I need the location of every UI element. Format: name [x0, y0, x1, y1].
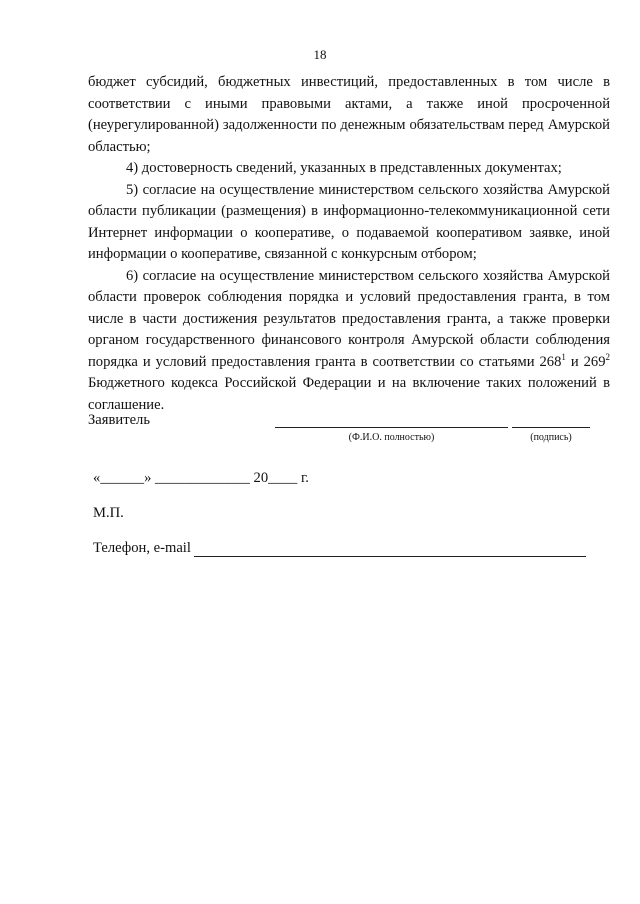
- paragraph-item-6-text-c: Бюджетного кодекса Российской Федерации и на включение таких положений в соглашение.: [88, 375, 610, 413]
- full-name-caption: (Ф.И.О. полностью): [348, 432, 435, 443]
- stamp-placeholder: М.П.: [93, 505, 124, 521]
- contact-label: Телефон, e-mail: [93, 540, 191, 556]
- full-name-line: [275, 427, 508, 428]
- date-line: «______» _____________ 20____ г.: [93, 470, 309, 486]
- paragraph-item-6-text-b: и 269: [565, 353, 606, 370]
- paragraph-item-5: 5) согласие на осуществление министерством сельского хозяйства Амурской области публикации (размещения) в информационно-телекоммуникационной сети Интернет информации о кооперативе, о подаваемой кооперативом заявке, иной информации о кооперативе, связанной с конкурсным отбором;: [88, 181, 610, 262]
- superscript-2: 2: [605, 351, 610, 362]
- page-number: 18: [313, 47, 327, 62]
- paragraph-item-4: 4) достоверность сведений, указанных в представленных документах;: [126, 160, 562, 176]
- paragraph-continuation: бюджет субсидий, бюджетных инвестиций, предоставленных в том числе в соответствии с иными правовыми актами, а также иной просроченной (неурегулированной) задолженности по денежным обязательствам перед Амурской областью;: [88, 74, 610, 155]
- paragraph-item-6-text-a: 6) согласие на осуществление министерством сельского хозяйства Амурской области проверок соблюдения порядка и условий предоставления гранта, в том числе в части достижения результатов предоставления гранта, а также проверки органом государственного финансового контроля Амурской области соблюдения порядка и условий предоставления гранта в соответствии со статьями 268: [88, 267, 610, 370]
- signature-caption: (подпись): [530, 432, 572, 443]
- body-text: [88, 72, 610, 416]
- paragraph-item-6: [88, 266, 610, 417]
- signature-line: [512, 427, 590, 428]
- contact-line: [194, 542, 586, 557]
- superscript-1: 1: [561, 351, 566, 362]
- applicant-label: Заявитель: [88, 412, 150, 428]
- signature-block: [88, 412, 610, 452]
- contact-row: [93, 540, 586, 557]
